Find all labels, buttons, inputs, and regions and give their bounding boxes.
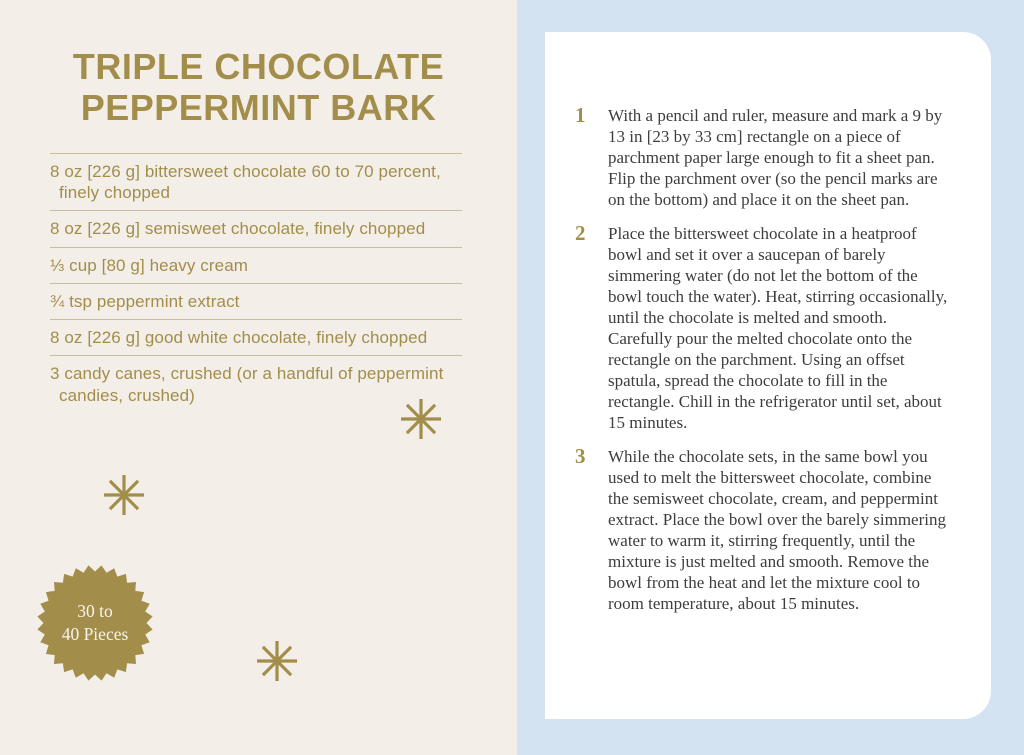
yield-badge-text [37, 565, 153, 681]
yield-line-1: 30 to [77, 600, 113, 621]
ingredient-item: 8 oz [226 g] semisweet chocolate, finely chopped [50, 210, 462, 246]
step-text: With a pencil and ruler, measure and mark a 9 by 13 in [23 by 33 cm] rectangle on a piece of parchment paper large enough to fit a sheet pan. Flip the parchment over (so the pencil marks are on the bottom) and place it on the sheet pan. [608, 106, 943, 209]
step-text: While the chocolate sets, in the same bowl you used to melt the bittersweet chocolate, combine the semisweet chocolate, cream, and peppermint extract. Place the bowl over the barely simmering water to warm it, stirring frequently, until the mixture is just melted and smooth. Remove the bowl from the heat and let the mixture cool to room temperature, about 15 minutes. [608, 447, 946, 613]
sparkle-icon [102, 473, 146, 517]
ingredients-list [50, 153, 462, 413]
sparkle-icon [255, 639, 299, 683]
ingredient-item: 3 candy canes, crushed (or a handful of peppermint candies, crushed) [50, 355, 462, 413]
instructions-card [545, 32, 991, 719]
ingredient-item: 8 oz [226 g] good white chocolate, finely chopped [50, 319, 462, 355]
step-number: 2 [575, 221, 586, 245]
step-number: 3 [575, 444, 586, 468]
instruction-step [575, 446, 951, 614]
recipe-title: TRIPLE CHOCOLATE PEPPERMINT BARK [72, 46, 445, 129]
instructions-page [517, 0, 1024, 755]
ingredient-item: ⅓ cup [80 g] heavy cream [50, 247, 462, 283]
step-text: Place the bittersweet chocolate in a heatproof bowl and set it over a saucepan of barely simmering water (do not let the bottom of the bowl touch the water). Heat, stirring occasionally, until the chocolate is melted and smooth. Carefully pour the melted chocolate onto the rectangle on the parchment. Using an offset spatula, spread the chocolate to fill in the rectangle. Chill in the refrigerator until set, about 15 minutes. [608, 224, 948, 432]
instruction-step [575, 223, 951, 433]
yield-badge [37, 565, 153, 681]
sparkle-icon [399, 397, 443, 441]
yield-line-2: 40 Pieces [61, 624, 129, 644]
instruction-step [575, 105, 951, 210]
step-number: 1 [575, 103, 586, 127]
ingredient-item: ¾ tsp peppermint extract [50, 283, 462, 319]
ingredient-item: 8 oz [226 g] bittersweet chocolate 60 to 70 percent, finely chopped [50, 153, 462, 211]
